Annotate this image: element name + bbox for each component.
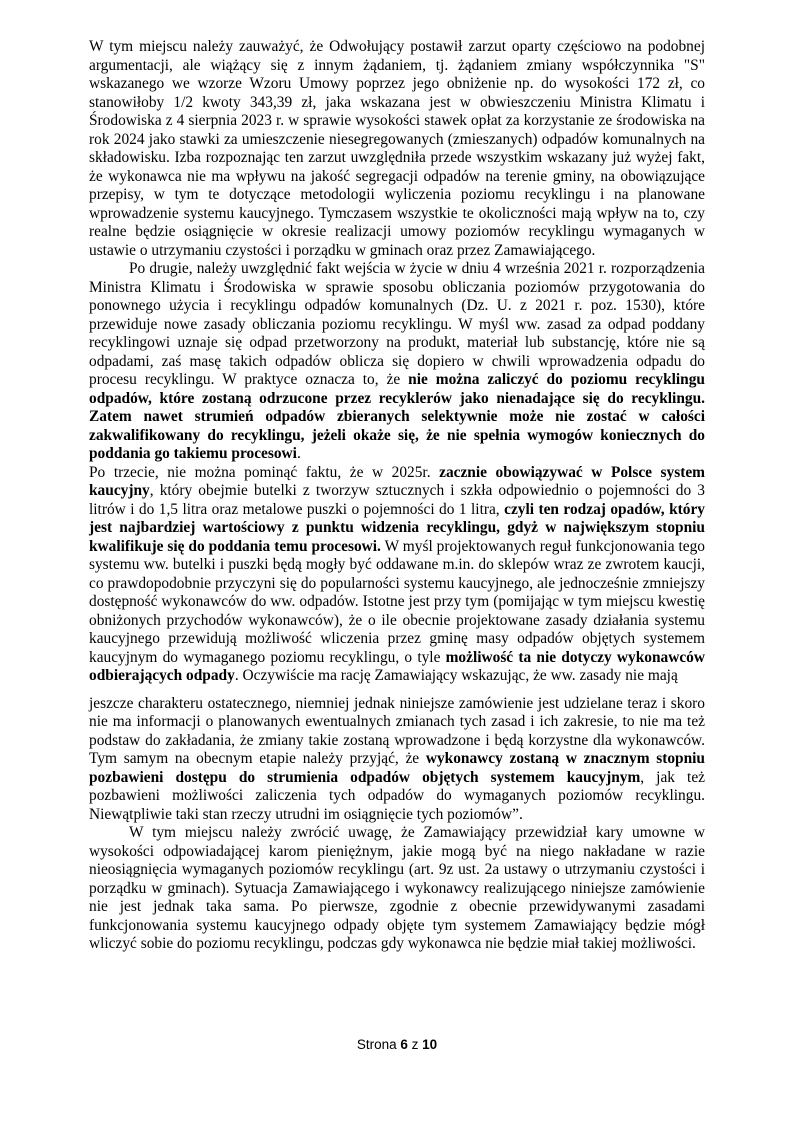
paragraph	[89, 824, 705, 954]
bold-text-run: zacznie obowiązywać w Polsce system kaucyjny	[89, 463, 705, 499]
text-run: jeszcze charakteru ostatecznego, niemniej jednak niniejsze zamówienie jest udzielane teraz i skoro nie ma informacji o planowanych ewentualnych zmianach tych zasad i ich zakresie, to nie ma też podstaw do zakładania, że zmiany takie zostaną wprowadzone i będą korzystne dla wykonawców. Tym samym na obecnym etapie należy przyjąć, że	[89, 694, 705, 767]
paragraph	[89, 695, 705, 825]
text-run: , który obejmie butelki z tworzyw sztucznych i szkła odpowiednio o pojemności do 3 litrów i do 1,5 litra oraz metalowe puszki o pojemności do 1 litra,	[89, 482, 705, 518]
bold-text-run: możliwość ta nie dotyczy wykonawców odbierających odpady	[89, 648, 705, 684]
bold-text-run: nie można zaliczyć do poziomu recyklingu odpadów, które zostaną odrzucone przez recyklerów jako nienadające się do recyklingu. Zatem nawet strumień odpadów zbieranych selektywnie może nie zostać w całości zakwalifikowany do recyklingu, jeżeli okaże się, że nie spełnia wymogów koniecznych do poddania go takiemu procesowi	[89, 371, 705, 462]
bold-text-run: wykonawcy zostaną w znacznym stopniu pozbawieni dostępu do strumienia odpadów objętych systemem kaucyjnym	[89, 750, 705, 786]
footer-page-number: 6	[400, 1037, 408, 1052]
text-run: Po trzecie, nie można pominąć faktu, że w 2025r.	[89, 463, 440, 481]
page-footer	[0, 1037, 794, 1052]
text-run: W myśl projektowanych reguł funkcjonowania tego systemu ww. butelki i puszki będą mogły być oddawane m.in. do sklepów wraz ze zwrotem kaucji, co prawdopodobnie przyczyni się do popularności systemu kaucyjnego, ale jednocześnie zmniejszy dostępność wykonawców do ww. odpadów. Istotne jest przy tym (pomijając w tym miejscu kwestię obniżonych przychodów wykonawców), że o ile obecnie projektowane zasady działania systemu kaucyjnego przewidują możliwość wliczenia przez gminę masy odpadów objętych systemem kaucyjnym do wymaganego poziomu recyklingu, o tyle	[89, 537, 705, 666]
paragraph	[89, 464, 705, 686]
text-run: , jak też pozbawieni możliwości zaliczenia tych odpadów do wymaganych poziomów recyklingu. Niewątpliwie taki stan rzeczy utrudni im osiągnięcie tych poziomów”.	[89, 768, 705, 823]
bold-text-run: czyli ten rodzaj opadów, który jest najbardziej wartościowy z punktu widzenia recyklingu, gdyż w największym stopniu kwalifikuje się do poddania temu procesowi.	[89, 500, 705, 555]
footer-of-word: z	[411, 1037, 419, 1052]
text-run: W tym miejscu należy zauważyć, że Odwołujący postawił zarzut oparty częściowo na podobnej argumentacji, ale wiążący się z innym żądaniem, tj. żądaniem zmiany współczynnika "S" wskazanego we wzorze Wzoru Umowy poprzez jego obniżenie np. do wysokości 172 zł, co stanowiłoby 1/2 kwoty 343,39 zł, jaka wskazana jest w obwieszczeniu Ministra Klimatu i Środowiska z 4 sierpnia 2023 r. w sprawie wysokości stawek opłat za korzystanie ze środowiska na rok 2024 jako stawki za umieszczenie niesegregowanych (zmieszanych) odpadów komunalnych na składowisku. Izba rozpoznając ten zarzut uwzględniła przede wszystkim wskazany już wyżej fakt, że wykonawca nie ma wpływu na jakość segregacji odpadów na terenie gminy, na obowiązujące przepisy, w tym te dotyczące metodologii wyliczenia poziomu recyklingu i na planowane wprowadzenie systemu kaucyjnego. Tymczasem wszystkie te okoliczności mają wpływ na to, czy realne będzie osiągnięcie w okresie realizacji umowy poziomów recyklingu wymaganych w ustawie o utrzymaniu czystości i porządku w gminach oraz przez Zamawiającego.	[89, 38, 705, 259]
text-run: Po drugie, należy uwzględnić fakt wejścia w życie w dniu 4 września 2021 r. rozporządzenia Ministra Klimatu i Środowiska w sprawie sposobu obliczania poziomów przygotowania do ponownego użycia i recyklingu odpadów komunalnych (Dz. U. z 2021 r. poz. 1530), które przewiduje nowe zasady obliczania poziomu recyklingu. W myśl ww. zasad za odpad poddany recyklingowi uznaje się odpad przetworzony na produkt, materiał lub substancję, które nie są odpadami, zaś masę takich odpadów oblicza się dopiero w chwili wprowadzenia odpadu do procesu recyklingu. W praktyce oznacza to, że	[89, 260, 705, 388]
paragraph	[89, 260, 705, 464]
text-run: .	[296, 445, 301, 462]
footer-page-label: Strona	[356, 1037, 397, 1052]
text-run: . Oczywiście ma rację Zamawiający wskazując, że ww. zasady nie mają	[234, 667, 678, 684]
paragraph	[89, 38, 705, 260]
document-paragraphs	[89, 38, 705, 954]
footer-total-pages: 10	[422, 1037, 438, 1052]
text-run: W tym miejscu należy zwrócić uwagę, że Zamawiający przewidział kary umowne w wysokości odpowiadającej karom pieniężnym, jakie mogą być na niego nakładane w razie nieosiągnięcia wymaganych poziomów recyklingu (art. 9z ust. 2a ustawy o utrzymaniu czystości i porządku w gminach). Sytuacja Zamawiającego i wykonawcy realizującego niniejsze zamówienie nie jest jednak taka sama. Po pierwsze, zgodnie z obecnie przewidywanymi zasadami funkcjonowania systemu kaucyjnego odpady objęte tym systemem Zamawiający będzie mógł wliczyć sobie do poziomu recyklingu, podczas gdy wykonawca nie będzie miał takiej możliwości.	[89, 824, 705, 952]
